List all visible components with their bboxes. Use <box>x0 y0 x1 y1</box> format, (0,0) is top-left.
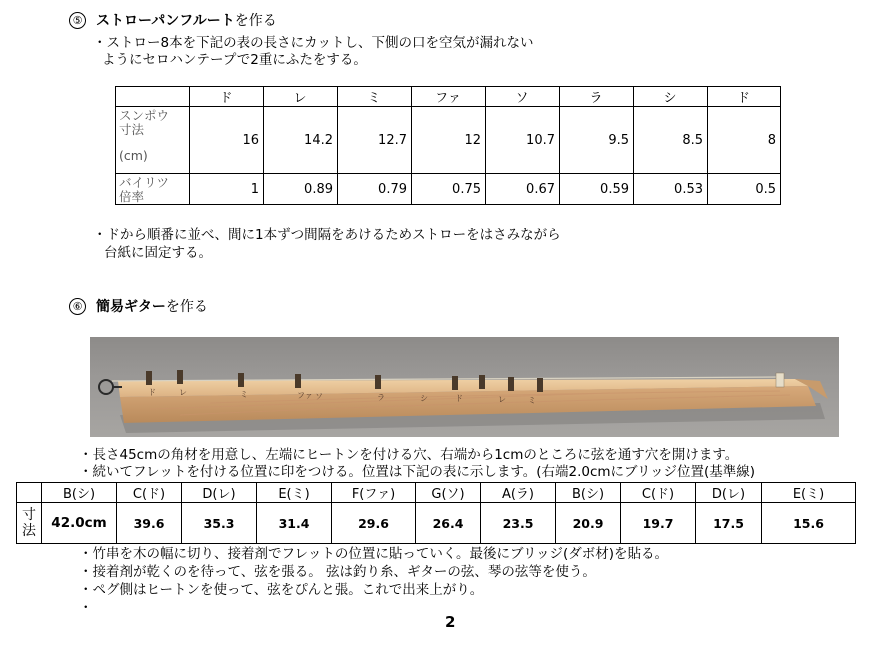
table-cell: 8 <box>708 107 781 174</box>
screw-eye-icon <box>99 380 113 394</box>
note-mark: シ <box>420 394 428 403</box>
step-line: ・竹串を木の幅に切り、接着剤でフレットの位置に貼っていく。最後にブリッジ(ダボ材)を貼る。 <box>79 546 669 562</box>
table-corner-cell <box>116 87 190 107</box>
section-6-title-suffix: を作る <box>165 299 208 315</box>
column-header: ド <box>708 87 781 107</box>
fret <box>479 375 485 389</box>
column-header: ド <box>190 87 264 107</box>
table-row-dimension <box>17 503 856 544</box>
section-5-title: ストローパンフルート <box>96 13 235 29</box>
table-cell: 17.5 <box>696 503 762 544</box>
column-header: シ <box>634 87 708 107</box>
column-header: D(レ) <box>182 483 257 503</box>
step-line: ・接着剤が乾くのを待って、弦を張る。 弦は釣り糸、ギターの弦、琴の弦等を使う。 <box>79 564 596 580</box>
table-cell: 31.4 <box>257 503 332 544</box>
fret <box>177 370 183 384</box>
fret <box>375 375 381 389</box>
section-6-line-1: ・長さ45cmの角材を用意し、左端にヒートンを付ける穴、右端から1cmのところに弦を通す穴を開けます。 <box>79 447 739 463</box>
column-header: F(ファ) <box>332 483 416 503</box>
column-header: C(ド) <box>117 483 182 503</box>
fret <box>537 378 543 392</box>
table-cell: 14.2 <box>264 107 338 174</box>
table-cell: 16 <box>190 107 264 174</box>
fret <box>146 371 152 385</box>
note-mark: ミ <box>240 390 248 399</box>
table-header-row <box>116 87 781 107</box>
note-mark: ファ <box>297 391 313 400</box>
fret <box>295 374 301 388</box>
section-5-line-2: ようにセロハンテープで2重にふたをする。 <box>102 52 367 68</box>
note-mark: ソ <box>315 392 323 401</box>
guitar-bridge <box>776 373 784 387</box>
column-header: ミ <box>338 87 412 107</box>
section-5-title-suffix: を作る <box>234 13 277 29</box>
straw-length-table <box>115 86 781 205</box>
step-line: ・ペグ側はヒートンを使って、弦をぴんと張。これで出来上がり。 <box>79 582 484 598</box>
table-cell: 19.7 <box>621 503 696 544</box>
table-row-length <box>116 107 781 174</box>
step-line: ・ <box>79 600 93 616</box>
table-cell: 0.75 <box>412 174 486 205</box>
note-mark: ミ <box>528 396 536 405</box>
section-5-heading <box>69 12 277 30</box>
column-header: ラ <box>560 87 634 107</box>
table-cell: 26.4 <box>416 503 481 544</box>
note-mark: ラ <box>377 393 385 402</box>
column-header: E(ミ) <box>762 483 856 503</box>
table-cell: 12 <box>412 107 486 174</box>
column-header: B(シ) <box>42 483 117 503</box>
note-mark: レ <box>179 388 187 397</box>
table-cell: 8.5 <box>634 107 708 174</box>
fret <box>508 377 514 391</box>
section-5-note-1: ・ドから順番に並べ、間に1本ずつ間隔をあけるためストローをはさみながら <box>93 227 561 243</box>
table-cell: 39.6 <box>117 503 182 544</box>
table-cell: 0.89 <box>264 174 338 205</box>
column-header: E(ミ) <box>257 483 332 503</box>
column-header: ソ <box>486 87 560 107</box>
row-label-dimension: 寸 法 <box>17 503 42 544</box>
table-cell: 0.79 <box>338 174 412 205</box>
guitar-illustration <box>90 337 839 437</box>
row-label-ratio: バイリツ 倍率 <box>116 174 190 205</box>
column-header: D(レ) <box>696 483 762 503</box>
table-cell: 0.5 <box>708 174 781 205</box>
note-mark: ド <box>148 388 156 397</box>
fret <box>238 373 244 387</box>
column-header: G(ソ) <box>416 483 481 503</box>
table-cell: 23.5 <box>481 503 556 544</box>
column-header: ファ <box>412 87 486 107</box>
table-cell: 35.3 <box>182 503 257 544</box>
table-cell: 9.5 <box>560 107 634 174</box>
table-cell: 0.59 <box>560 174 634 205</box>
table-cell: 1 <box>190 174 264 205</box>
table-header-row <box>17 483 856 503</box>
row-label-length: スンポウ 寸法 (cm) <box>116 107 190 174</box>
fret <box>452 376 458 390</box>
table-cell: 0.53 <box>634 174 708 205</box>
note-mark: レ <box>498 395 506 404</box>
section-5-line-1: ・ストロー8本を下記の表の長さにカットし、下側の口を空気が漏れない <box>93 35 534 51</box>
table-cell: 15.6 <box>762 503 856 544</box>
column-header: B(シ) <box>556 483 621 503</box>
section-6-heading <box>69 298 208 316</box>
section-6-line-2: ・続いてフレットを付ける位置に印をつける。位置は下記の表に示します。(右端2.0cmにブリッジ位置(基準線) <box>79 464 756 480</box>
section-6-number: ⑥ <box>69 298 86 315</box>
fret-position-table <box>16 482 856 544</box>
table-cell: 10.7 <box>486 107 560 174</box>
table-cell: 42.0cm <box>42 503 117 544</box>
table-row-ratio <box>116 174 781 205</box>
section-5-number: ⑤ <box>69 12 86 29</box>
table-cell: 20.9 <box>556 503 621 544</box>
guitar-photo <box>90 337 839 437</box>
section-6-title: 簡易ギター <box>96 299 166 315</box>
column-header: レ <box>264 87 338 107</box>
table-cell: 12.7 <box>338 107 412 174</box>
column-header: A(ラ) <box>481 483 556 503</box>
section-5-note-2: 台紙に固定する。 <box>104 245 212 261</box>
note-mark: ド <box>455 394 463 403</box>
table-cell: 0.67 <box>486 174 560 205</box>
page-number: 2 <box>445 613 456 631</box>
table-corner-cell <box>17 483 42 503</box>
column-header: C(ド) <box>621 483 696 503</box>
table-cell: 29.6 <box>332 503 416 544</box>
